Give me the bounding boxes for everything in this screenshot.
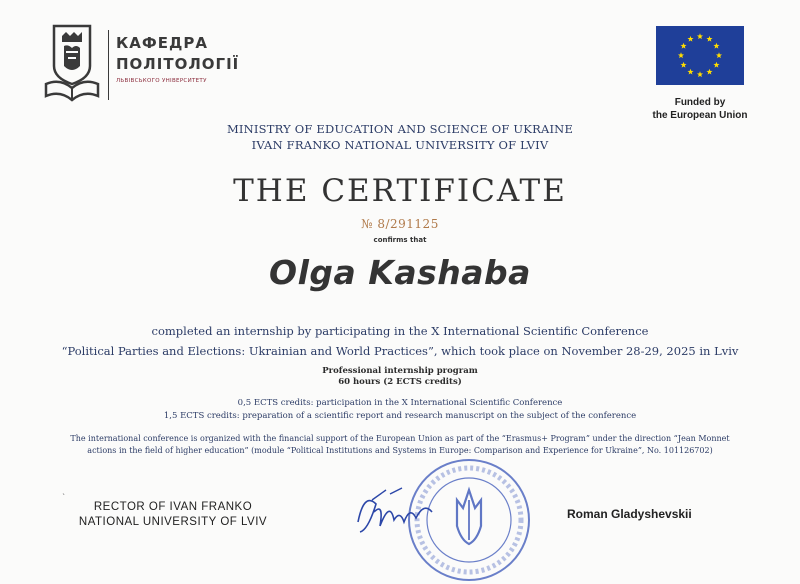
completion-line2: “Political Parties and Elections: Ukrainian and World Practices”, which took place on November 28-29, 2025 in Lviv <box>61 344 739 358</box>
program-line1: Professional internship program <box>322 366 478 376</box>
department-subtitle: ЛЬВІВСЬКОГО УНІВЕРСИТЕТУ <box>116 78 207 84</box>
funding-statement <box>20 433 780 457</box>
program-info <box>0 366 800 388</box>
certificate-number: № 8/291125 <box>361 217 439 231</box>
eu-caption-line2: the European Union <box>652 110 748 121</box>
credit-line1: 0,5 ECTS credits: participation in the X International Scientific Conference <box>237 398 563 408</box>
rector-title <box>68 500 278 530</box>
eu-funding-caption <box>630 96 770 122</box>
eu-caption-line1: Funded by <box>674 97 726 108</box>
signer-name: Roman Gladyshevskii <box>567 507 692 521</box>
ministry-line2: IVAN FRANKO NATIONAL UNIVERSITY OF LVIV <box>251 138 549 152</box>
confirms-text: confirms that <box>373 236 427 244</box>
logo-divider <box>108 30 109 100</box>
credits-breakdown <box>0 397 800 423</box>
tick-mark: ` <box>62 493 66 502</box>
department-name-line2: ПОЛІТОЛОГІЇ <box>116 55 240 73</box>
department-name-line1: КАФЕДРА <box>116 34 208 52</box>
credit-line2: 1,5 ECTS credits: preparation of a scientific report and research manuscript on the subject of the conference <box>163 411 637 421</box>
completion-line1: completed an internship by participating in the X International Scientific Conference <box>151 324 649 338</box>
rector-line2: NATIONAL UNIVERSITY OF LVIV <box>78 516 268 528</box>
department-name <box>116 33 239 75</box>
completion-statement <box>0 321 800 361</box>
certificate-title: THE CERTIFICATE <box>233 173 567 209</box>
eu-flag-icon <box>656 26 744 85</box>
signature-icon <box>350 482 445 542</box>
support-line1: The international conference is organized with the financial support of the European Union as part of the “Erasmus+ Program” under the direction “Jean Monnet <box>70 434 730 443</box>
ministry-header <box>0 121 800 153</box>
recipient-name: Olga Kashaba <box>269 253 531 292</box>
department-logo-icon <box>42 22 102 104</box>
support-line2: actions in the field of higher education” (module “Political Institutions and Systems in Europe: Comparison and Experience for Ukraine”, No. 101126702) <box>87 446 713 455</box>
program-line2: 60 hours (2 ECTS credits) <box>338 377 462 387</box>
rector-line1: RECTOR OF IVAN FRANKO <box>93 501 253 513</box>
ministry-line1: MINISTRY OF EDUCATION AND SCIENCE OF UKRAINE <box>226 122 574 136</box>
